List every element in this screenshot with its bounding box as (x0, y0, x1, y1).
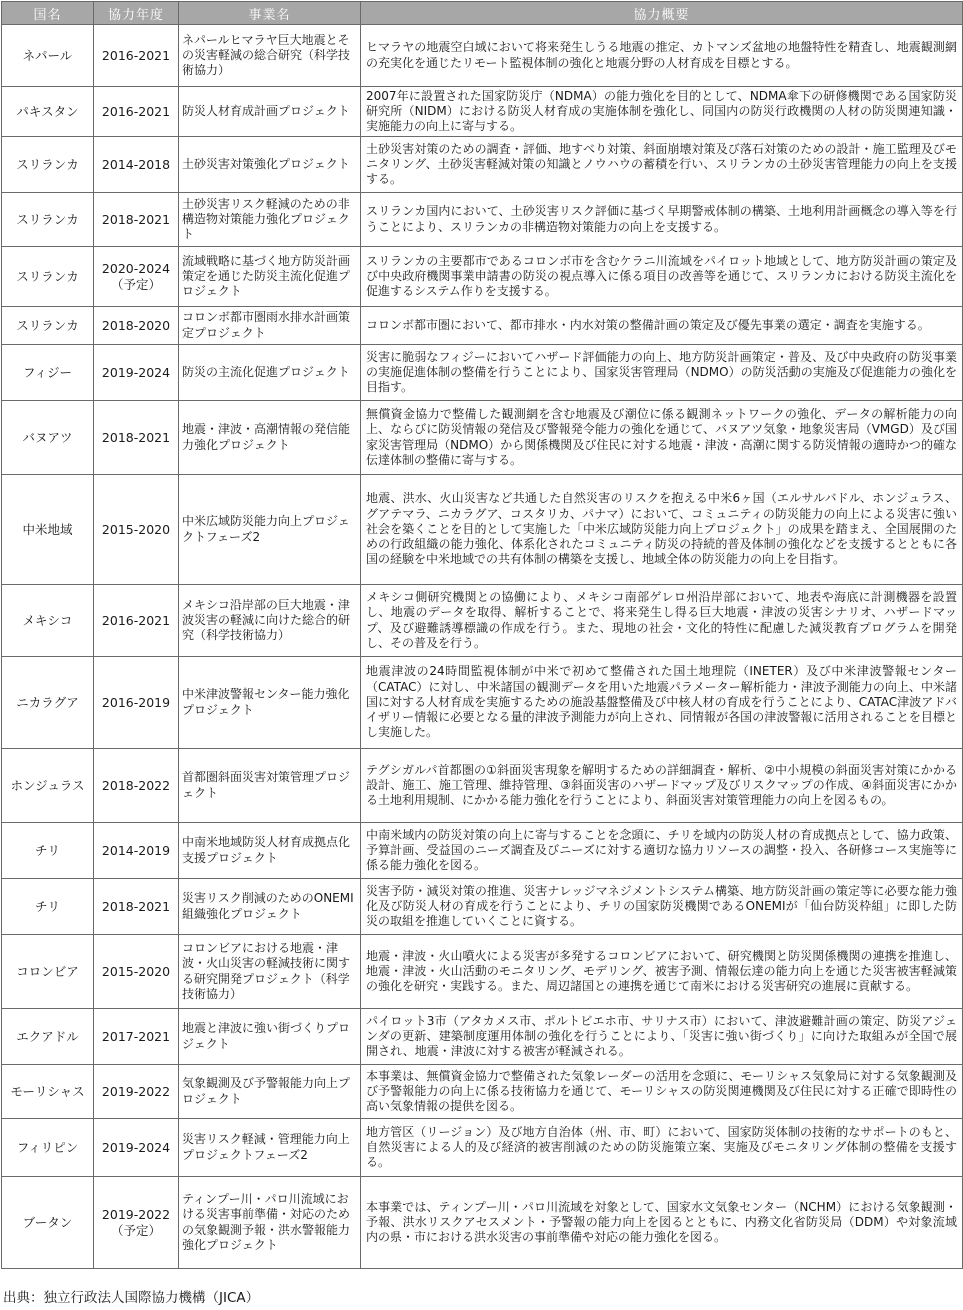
project-name-cell: コロンボ都市圏雨水排水計画策定プロジェクト (179, 307, 361, 345)
year-cell (94, 879, 179, 935)
country-cell: チリ (2, 879, 94, 935)
year-range: 2019-2024 (101, 1139, 171, 1155)
table-row (2, 823, 963, 879)
header-year: 協力年度 (94, 2, 179, 25)
table-row (2, 345, 963, 401)
project-name-cell: 土砂災害対策強化プロジェクト (179, 137, 361, 193)
table-row (2, 137, 963, 193)
summary-cell: スリランカ国内において、土砂災害リスク評価に基づく早期警戒体制の構築、土地利用計画概念の導入等を行うことにより、スリランカの非構造物対策能力の向上を支援する。 (361, 193, 963, 247)
year-cell (94, 1177, 179, 1269)
country-cell: 中米地域 (2, 475, 94, 585)
project-name-cell: 災害リスク軽減・管理能力向上プロジェクトフェーズ2 (179, 1119, 361, 1177)
source-note: 出典：独立行政法人国際協力機構（JICA） (3, 1290, 260, 1306)
country-cell: モーリシャス (2, 1065, 94, 1119)
year-cell (94, 935, 179, 1009)
summary-cell: 中南米域内の防災対策の向上に寄与することを念頭に、チリを域内の防災人材の育成拠点として、協力政策、予算計画、受益国のニーズ調査及びニーズに対する適切な協力リソースの調整・投入、各研修コース実施等に係る能力強化を図る。 (361, 823, 963, 879)
summary-cell: 地震、洪水、火山災害など共通した自然災害のリスクを抱える中米6ヶ国（エルサルバドル、ホンジュラス、グアテマラ、ニカラグア、コスタリカ、パナマ）において、コミュニティの防災能力の向上による災害に強い社会を築くことを目的として実施した「中米広域防災能力向上プロジェクト」の成果を踏まえ、全国展開のための行政組織の能力強化、体系化されたコミュニティ防災の持続的普及体制の強化などを支援するとともに各国の経験を中米地域での共有体制の構築を支援し、地域全体の防災能力の向上を目指す。 (361, 475, 963, 585)
year-range: 2016-2021 (101, 612, 171, 628)
country-cell: バヌアツ (2, 401, 94, 475)
summary-cell: 2007年に設置された国家防災庁（NDMA）の能力強化を目的として、NDMA傘下の研修機関である国家防災研究所（NIDM）における防災人材育成の実施体制を強化し、同国内の防災行政機関の人材の防災関連知識・実施能力の向上に寄与する。 (361, 87, 963, 137)
year-range: 2018-2022 (101, 777, 171, 793)
table-row (2, 935, 963, 1009)
year-range: 2018-2021 (101, 429, 171, 445)
table-row (2, 1065, 963, 1119)
country-cell: スリランカ (2, 137, 94, 193)
project-name-cell: 防災の主流化促進プロジェクト (179, 345, 361, 401)
table-row (2, 247, 963, 307)
year-range: 2016-2021 (101, 47, 171, 63)
year-range: 2014-2018 (101, 156, 171, 172)
summary-cell: パイロット3市（アタカメス市、ポルトビエホ市、サリナス市）において、津波避難計画の策定、防災アジェンダの更新、建築制度運用体制の強化を行うことにより、「災害に強い街づくり」に向けた取組みが全国で展開され、地震・津波に対する被害が軽減される。 (361, 1009, 963, 1065)
header-summary: 協力概要 (361, 2, 963, 25)
year-range: 2020-2024 (101, 261, 171, 277)
summary-cell: 災害に脆弱なフィジーにおいてハザード評価能力の向上、地方防災計画策定・普及、及び中央政府の防災事業の実施促進体制の整備を行うことにより、国家災害管理局（NDMO）の防災活動の実施及び促進能力の強化を目指す。 (361, 345, 963, 401)
year-cell (94, 345, 179, 401)
country-cell: メキシコ (2, 585, 94, 657)
project-name-cell: コロンビアにおける地震・津波・火山災害の軽減技術に関する研究開発プロジェクト（科学技術協力） (179, 935, 361, 1009)
table-row (2, 193, 963, 247)
project-name-cell: 中米広域防災能力向上プロジェクトフェーズ2 (179, 475, 361, 585)
summary-cell: 土砂災害対策のための調査・評価、地すべり対策、斜面崩壊対策及び落石対策のための設計・施工監理及びモニタリング、土砂災害軽減対策の知識とノウハウの蓄積を行い、スリランカの土砂災害管理能力の向上を支援する。 (361, 137, 963, 193)
summary-cell: 本事業は、無償資金協力で整備された気象レーダーの活用を念頭に、モーリシャス気象局に対する気象観測及び予警報能力の向上に係る技術協力を通じて、モーリシャスの防災関連機関及び住民に対する正確で即時性の高い気象情報の提供を図る。 (361, 1065, 963, 1119)
header-country: 国名 (2, 2, 94, 25)
country-cell: スリランカ (2, 193, 94, 247)
summary-cell: テグシガルパ首都圏の①斜面災害現象を解明するための詳細調査・解析、②中小規模の斜面災害対策にかかる設計、施工、施工管理、維持管理、③斜面災害のハザードマップ及びリスクマップの作成、④斜面災害にかかる土地利用規制、にかかる能力強化を行うことにより、斜面災害対策管理能力の向上を図るもの。 (361, 749, 963, 823)
year-cell (94, 137, 179, 193)
year-range: 2014-2019 (101, 842, 171, 858)
year-cell (94, 1065, 179, 1119)
table-row (2, 87, 963, 137)
year-range: 2019-2022 (101, 1083, 171, 1099)
table-row (2, 879, 963, 935)
summary-cell: 地方管区（リージョン）及び地方自治体（州、市、町）において、国家防災体制の技術的なサポートのもと、自然災害による人的及び経済的被害削減のための防災施策立案、実施及びモニタリング体制の整備を支援する。 (361, 1119, 963, 1177)
year-cell (94, 1119, 179, 1177)
table-row (2, 1177, 963, 1269)
country-cell: エクアドル (2, 1009, 94, 1065)
summary-cell: 無償資金協力で整備した観測網を含む地震及び潮位に係る観測ネットワークの強化、データの解析能力の向上、ならびに防災情報の発信及び警報発令能力の強化を通じて、バヌアツ気象・地象災害局（VMGD）及び国家災害管理局（NDMO）から関係機関及び住民に対する地震・津波・高潮に関する防災情報の適時かつ的確な伝達体制の整備に寄与する。 (361, 401, 963, 475)
project-name-cell: 中南米地域防災人材育成拠点化支援プロジェクト (179, 823, 361, 879)
year-cell (94, 823, 179, 879)
project-name-cell: ネパールヒマラヤ巨大地震とその災害軽減の総合研究（科学技術協力） (179, 25, 361, 87)
year-range: 2019-2024 (101, 364, 171, 380)
country-cell: スリランカ (2, 247, 94, 307)
summary-cell: 地震津波の24時間監視体制が中米で初めて整備された国土地理院（INETER）及び中米津波警報センター（CATAC）に対し、中米諸国の観測データを用いた地震パラメーター解析能力・津波予測能力の向上、中米諸国に対する人材育成を実施するための施設基盤整備及び中核人材の育成を行うことにより、CATAC津波アドバイザリー情報に必要となる量的津波予測能力が向上され、同情報が各国の津波警報に活用されることを目標とし実施した。 (361, 657, 963, 749)
year-range: 2018-2021 (101, 211, 171, 227)
table-row (2, 475, 963, 585)
project-name-cell: 防災人材育成計画プロジェクト (179, 87, 361, 137)
year-cell (94, 401, 179, 475)
year-range: 2017-2021 (101, 1028, 171, 1044)
year-range: 2018-2021 (101, 898, 171, 914)
project-name-cell: 災害リスク削減のためのONEMI組織強化プロジェクト (179, 879, 361, 935)
year-range: 2018-2020 (101, 317, 171, 333)
year-note: （予定） (110, 276, 161, 292)
project-name-cell: 地震・津波・高潮情報の発信能力強化プロジェクト (179, 401, 361, 475)
year-cell (94, 247, 179, 307)
summary-cell: 災害予防・減災対策の推進、災害ナレッジマネジメントシステム構築、地方防災計画の策定等に必要な能力強化及び防災人材の育成を行うことにより、チリの国家防災機関であるONEMIが「仙台防災枠組」に即した防災の取組を推進していくことに資する。 (361, 879, 963, 935)
year-note: （予定） (110, 1222, 161, 1238)
summary-cell: コロンボ都市圏において、都市排水・内水対策の整備計画の策定及び優先事業の選定・調査を実施する。 (361, 307, 963, 345)
year-cell (94, 87, 179, 137)
year-cell (94, 193, 179, 247)
header-project: 事業名 (179, 2, 361, 25)
country-cell: ホンジュラス (2, 749, 94, 823)
country-cell: スリランカ (2, 307, 94, 345)
country-cell: フィリピン (2, 1119, 94, 1177)
summary-cell: メキシコ側研究機関との協働により、メキシコ南部ゲレロ州沿岸部において、地表や海底に計測機器を設置し、地震のデータを取得、解析することで、将来発生し得る巨大地震・津波の災害シナリオ、ハザードマップ、及び避難誘導標識の作成を行う。また、現地の社会・文化的特性に配慮した減災教育プログラムを開発し、その普及を行う。 (361, 585, 963, 657)
project-name-cell: 気象観測及び予警報能力向上プロジェクト (179, 1065, 361, 1119)
year-range: 2015-2020 (101, 521, 171, 537)
project-name-cell: ティンプー川・パロ川流域における災害事前準備・対応のための気象観測予報・洪水警報能力強化プロジェクト (179, 1177, 361, 1269)
country-cell: チリ (2, 823, 94, 879)
table-row (2, 585, 963, 657)
table-row (2, 749, 963, 823)
country-cell: ネパール (2, 25, 94, 87)
year-range: 2015-2020 (101, 963, 171, 979)
year-cell (94, 657, 179, 749)
country-cell: パキスタン (2, 87, 94, 137)
summary-cell: スリランカの主要都市であるコロンボ市を含むケラニ川流域をパイロット地域として、地方防災計画の策定及び中央政府機関事業申請書の防災の視点導入に係る項目の改善等を通じて、スリランカにおける防災主流化を促進するシステム作りを支援する。 (361, 247, 963, 307)
project-name-cell: メキシコ沿岸部の巨大地震・津波災害の軽減に向けた総合的研究（科学技術協力） (179, 585, 361, 657)
project-name-cell: 地震と津波に強い街づくりプロジェクト (179, 1009, 361, 1065)
table-row (2, 307, 963, 345)
header-row (2, 2, 963, 25)
table-row (2, 1009, 963, 1065)
year-cell (94, 585, 179, 657)
year-cell (94, 307, 179, 345)
table-row (2, 25, 963, 87)
table-row (2, 401, 963, 475)
project-name-cell: 土砂災害リスク軽減のための非構造物対策能力強化プロジェクト (179, 193, 361, 247)
country-cell: ニカラグア (2, 657, 94, 749)
year-cell (94, 475, 179, 585)
year-cell (94, 25, 179, 87)
project-name-cell: 流域戦略に基づく地方防災計画策定を通じた防災主流化促進プロジェクト (179, 247, 361, 307)
summary-cell: 本事業では、ティンプー川・パロ川流域を対象として、国家水文気象センター（NCHM）における気象観測・予報、洪水リスクアセスメント・予警報の能力向上を図るとともに、内務文化省防災局（DDM）や対象流域内の県・市における洪水災害の事前準備や対応の能力強化を図る。 (361, 1177, 963, 1269)
summary-cell: ヒマラヤの地震空白域において将来発生しうる地震の推定、カトマンズ盆地の地盤特性を精査し、地震観測網の充実化を通じたリモート監視体制の強化と地震分野の人材育成を目標とする。 (361, 25, 963, 87)
table-row (2, 1119, 963, 1177)
cooperation-table (1, 1, 963, 1269)
project-name-cell: 中米津波警報センター能力強化プロジェクト (179, 657, 361, 749)
year-range: 2016-2019 (101, 694, 171, 710)
country-cell: フィジー (2, 345, 94, 401)
year-range: 2019-2022 (101, 1207, 171, 1223)
project-name-cell: 首都圏斜面災害対策管理プロジェクト (179, 749, 361, 823)
year-range: 2016-2021 (101, 103, 171, 119)
summary-cell: 地震・津波・火山噴火による災害が多発するコロンビアにおいて、研究機関と防災関係機関の連携を推進し、地震・津波・火山活動のモニタリング、モデリング、被害予測、情報伝達の能力向上を通じた災害被害軽減策の強化を研究・実践する。また、周辺諸国との連携を通じて南米における災害研究の進展に貢献する。 (361, 935, 963, 1009)
country-cell: コロンビア (2, 935, 94, 1009)
year-cell (94, 749, 179, 823)
year-cell (94, 1009, 179, 1065)
table-row (2, 657, 963, 749)
country-cell: ブータン (2, 1177, 94, 1269)
